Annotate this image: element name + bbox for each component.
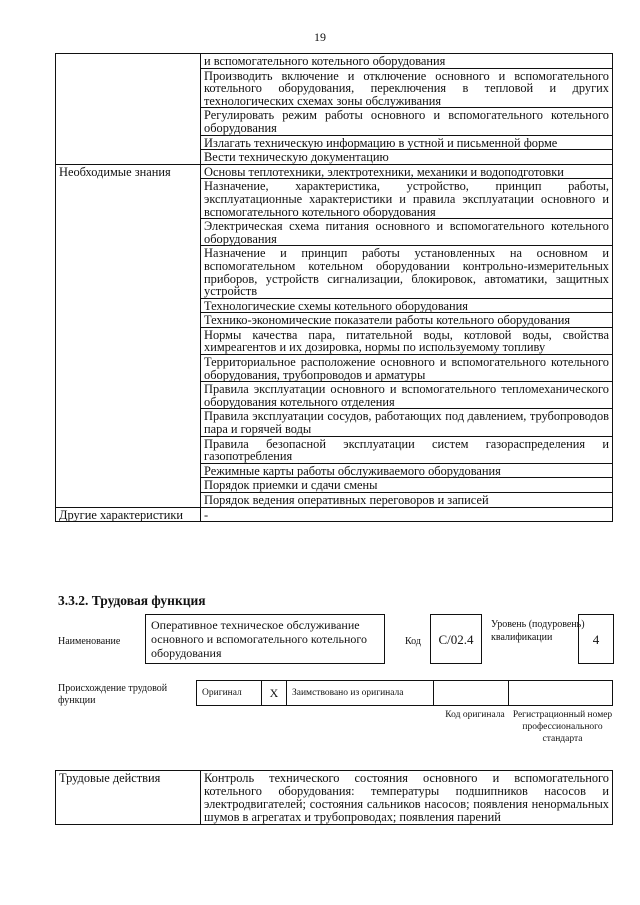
empty-label-cell [56, 108, 201, 135]
reg-number-cell [508, 680, 613, 706]
name-label: Наименование [58, 636, 121, 647]
skill-item: и вспомогательного котельного оборудования [201, 54, 613, 69]
skill-item: Регулировать режим работы основного и вспомогательного котельного оборудования [201, 108, 613, 135]
section-title: 3.3.2. Трудовая функция [58, 593, 206, 608]
origin-code-label: Код оригинала [445, 710, 505, 720]
table-row [56, 135, 613, 150]
knowledge-item: Территориальное расположение основного и вспомогательного котельного оборудования, трубопроводов и арматуры [201, 355, 613, 382]
requirements-table [55, 53, 613, 522]
knowledge-item: Правила эксплуатации основного и вспомогательного тепломеханического оборудования котельного отделения [201, 382, 613, 409]
labor-actions-table [55, 770, 613, 825]
skill-item: Излагать техническую информацию в устной и письменной форме [201, 135, 613, 150]
empty-label-cell [56, 409, 201, 436]
knowledge-item: Основы теплотехники, электротехники, механики и водоподготовки [201, 164, 613, 179]
empty-label-cell [56, 478, 201, 493]
empty-label-cell [56, 298, 201, 313]
table-row [56, 150, 613, 165]
empty-label-cell [56, 382, 201, 409]
level-label: Уровень (подуровень) квалификации [491, 619, 585, 643]
knowledge-item: Порядок ведения оперативных переговоров и записей [201, 493, 613, 508]
empty-label-cell [56, 355, 201, 382]
empty-label-cell [56, 179, 201, 219]
table-row [56, 436, 613, 463]
table-row [56, 298, 613, 313]
skill-item: Производить включение и отключение основного и вспомогательного котельного оборудования, переключения в тепловой и других технологических схемах зоны обслуживания [201, 68, 613, 108]
empty-label-cell [56, 150, 201, 165]
table-row [56, 313, 613, 328]
empty-label-cell [56, 219, 201, 246]
origin-label: Происхождение трудовой функции [58, 683, 168, 706]
original-label: Оригинал [196, 680, 262, 706]
page-number: 19 [314, 30, 326, 44]
knowledge-item: Режимные карты работы обслуживаемого оборудования [201, 463, 613, 478]
table-row [56, 409, 613, 436]
knowledge-item: Назначение и принцип работы установленных на основном и вспомогательном котельном оборудовании контрольно-измерительных приборов, устройств сигнализации, блокировок, автоматики, защитных устройств [201, 246, 613, 298]
original-mark: X [261, 680, 287, 706]
table-row [56, 108, 613, 135]
table-row [56, 68, 613, 108]
empty-label-cell [56, 313, 201, 328]
table-row [56, 507, 613, 522]
knowledge-item: Технико-экономические показатели работы котельного оборудования [201, 313, 613, 328]
table-row [56, 478, 613, 493]
other-characteristics-label: Другие характеристики [56, 507, 201, 522]
empty-label-cell [56, 54, 201, 69]
borrowed-label: Заимствовано из оригинала [286, 680, 434, 706]
other-characteristics-value: - [201, 507, 613, 522]
empty-label-cell [56, 68, 201, 108]
empty-label-cell [56, 436, 201, 463]
table-row [56, 463, 613, 478]
table-row [56, 382, 613, 409]
knowledge-item: Нормы качества пара, питательной воды, котловой воды, свойства химреагентов и их дозировка, нормы по используемому топливу [201, 327, 613, 354]
table-row [56, 327, 613, 354]
knowledge-item: Назначение, характеристика, устройство, принцип работы, эксплуатационные характеристики и правила эксплуатации основного и вспомогательного котельного оборудования [201, 179, 613, 219]
reg-number-label: Регистрационный номер профессионального стандарта [512, 710, 613, 744]
table-row [56, 54, 613, 69]
table-row [56, 246, 613, 298]
knowledge-item: Технологические схемы котельного оборудования [201, 298, 613, 313]
code-label: Код [405, 636, 421, 647]
table-row [56, 179, 613, 219]
skill-item: Вести техническую документацию [201, 150, 613, 165]
function-name-value: Оперативное техническое обслуживание основного и вспомогательного котельного оборудования [145, 614, 385, 664]
empty-label-cell [56, 135, 201, 150]
table-row [56, 164, 613, 179]
knowledge-item: Правила эксплуатации сосудов, работающих под давлением, трубопроводов пара и горячей воды [201, 409, 613, 436]
level-value: 4 [578, 614, 614, 664]
knowledge-item: Порядок приемки и сдачи смены [201, 478, 613, 493]
labor-actions-text: Контроль технического состояния основного и вспомогательного котельного оборудования: температуры подшипников насосов и электродвигателей; состояния сальников насосов; появления ненормальных шумов в агрегатах и трубопроводах; появления парений [201, 771, 613, 825]
knowledge-item: Электрическая схема питания основного и вспомогательного котельного оборудования [201, 219, 613, 246]
table-row [56, 219, 613, 246]
code-value: C/02.4 [430, 614, 482, 664]
empty-label-cell [56, 327, 201, 354]
labor-actions-label: Трудовые действия [56, 771, 201, 825]
origin-table [196, 680, 613, 706]
knowledge-label: Необходимые знания [56, 164, 201, 179]
table-row [56, 771, 613, 825]
table-row [56, 493, 613, 508]
table-row [56, 355, 613, 382]
knowledge-item: Правила безопасной эксплуатации систем газораспределения и газопотребления [201, 436, 613, 463]
empty-label-cell [56, 463, 201, 478]
empty-label-cell [56, 493, 201, 508]
empty-label-cell [56, 246, 201, 298]
origin-code-cell [433, 680, 509, 706]
